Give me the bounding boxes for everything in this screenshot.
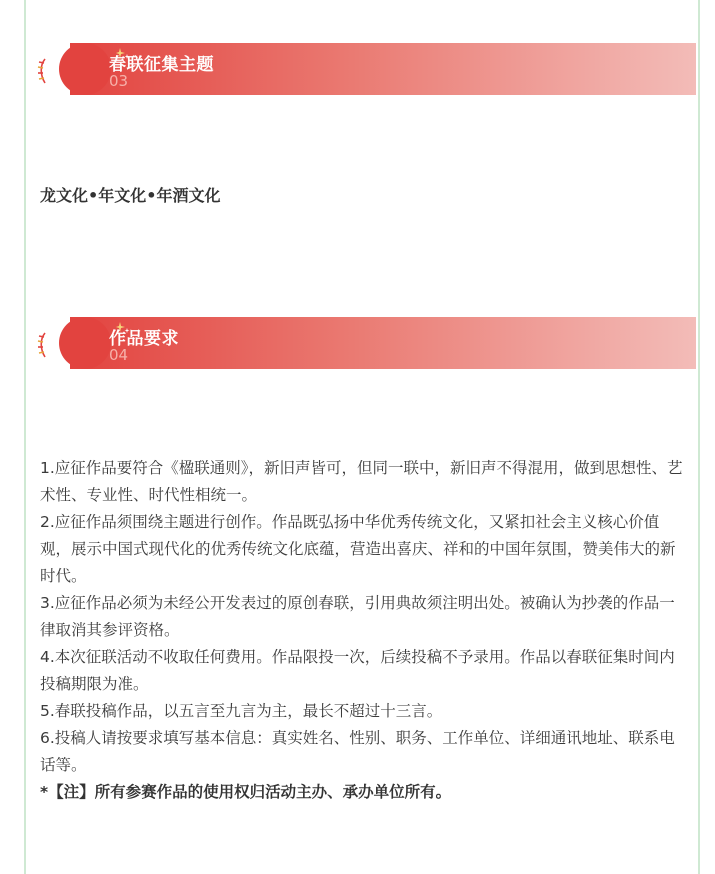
section-title: 春联征集主题 — [109, 55, 214, 75]
requirement-item: 2.应征作品须围绕主题进行创作。作品既弘扬中华优秀传统文化，又紧扣社会主义核心价值观，展示中国式现代化的优秀传统文化底蕴，营造出喜庆、祥和的中国年氛围，赞美伟大的新时代。 — [40, 513, 676, 585]
requirement-item: 5.春联投稿作品，以五言至九言为主，最长不超过十三言。 — [40, 702, 443, 720]
wheat-leaf-icon — [36, 57, 50, 85]
requirement-item: 3.应征作品必须为未经公开发表过的原创春联，引用典故须注明出处。被确认为抄袭的作品一律取消其参评资格。 — [40, 594, 675, 639]
theme-text: 龙文化•年文化•年酒文化 — [40, 186, 221, 205]
section-number: 04 — [109, 346, 129, 364]
section-header-theme — [36, 43, 696, 95]
section-title: 作品要求 — [109, 329, 179, 349]
requirement-item: 4.本次征联活动不收取任何费用。作品限投一次，后续投稿不予录用。作品以春联征集时间内投稿期限为准。 — [40, 648, 675, 693]
section-header-cap — [59, 317, 111, 369]
requirements-note: *【注】所有参赛作品的使用权归活动主办、承办单位所有。 — [40, 783, 452, 801]
section-header-requirements — [36, 317, 696, 369]
requirement-item: 1.应征作品要符合《楹联通则》，新旧声皆可，但同一联中，新旧声不得混用，做到思想性、艺术性、专业性、时代性相统一。 — [40, 459, 683, 504]
requirement-item: 6.投稿人请按要求填写基本信息：真实姓名、性别、职务、工作单位、详细通讯地址、联系电话等。 — [40, 729, 675, 774]
section-number: 03 — [109, 72, 129, 90]
requirements-list — [40, 455, 690, 806]
wheat-leaf-icon — [36, 331, 50, 359]
section-header-cap — [59, 43, 111, 95]
